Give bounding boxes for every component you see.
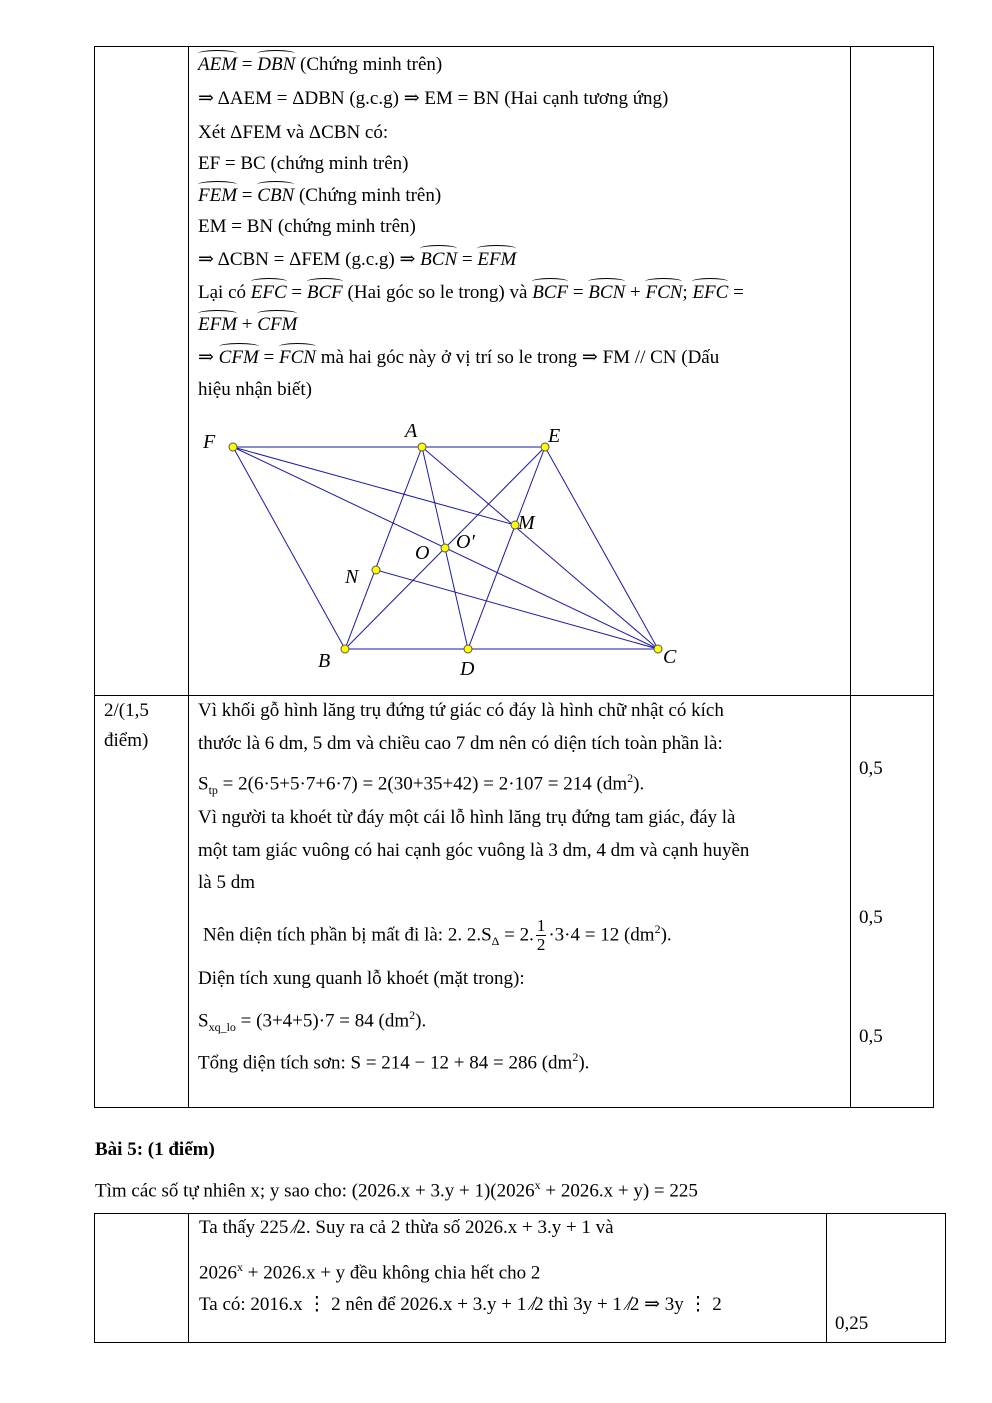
superscript: 2 — [654, 922, 661, 936]
angle-bcn: BCN — [588, 282, 626, 303]
label-a: A — [405, 420, 418, 442]
segment-fb — [233, 447, 345, 649]
figure-points — [229, 443, 662, 653]
bai5-line-3: Ta có: 2016.x ⋮ 2 nên để 2026.x + 3.y + 1 ⁄̸2 thì 3y + 1 ⁄̸2 ⇒ 3y ⋮ 2 — [199, 1294, 722, 1315]
bai5-text: 2. Suy ra cả 2 thừa số 2026.x + 3.y + 1 và — [296, 1217, 614, 1238]
row-divider — [95, 695, 933, 696]
symbol-s: S — [198, 773, 209, 795]
segment-ed — [468, 447, 545, 649]
column-divider-left — [188, 1214, 189, 1342]
segment-ab — [345, 447, 422, 649]
angle-bcf: BCF — [306, 282, 343, 303]
not-divisible-sign: ⁄̸ — [293, 1217, 297, 1238]
figure-labels — [202, 420, 677, 680]
point-n — [372, 566, 380, 574]
superscript: 2 — [572, 1050, 579, 1064]
formula: Nên diện tích phần bị mất đi là: 2. 2.S — [203, 924, 492, 946]
solution-line-1: Vì khối gỗ hình lăng trụ đứng tứ giác có đáy là hình chữ nhật có kích — [198, 700, 724, 721]
proof-line-10 — [198, 346, 719, 370]
formula: = 2. — [499, 924, 534, 946]
label-n: N — [345, 566, 359, 588]
label-d: D — [460, 658, 475, 680]
eq-sign: = — [457, 249, 478, 270]
superscript: 2 — [627, 771, 634, 785]
formula: = 2(6·5+5·7+6·7) = 2(30+35+42) = 2·107 = 214 (dm — [217, 773, 628, 795]
part-label-1: 2/(1,5 — [104, 700, 149, 721]
angle-cbn: CBN — [257, 185, 295, 206]
angle-bcn: BCN — [420, 249, 458, 270]
score-2: 0,5 — [859, 907, 883, 928]
point-a — [418, 443, 426, 451]
formula-end: ). — [633, 773, 645, 795]
proof-text: mà hai góc này ở vị trí so le trong ⇒ FM // CN (Dấu — [315, 347, 720, 368]
angle-fcn: FCN — [279, 347, 316, 368]
superscript: 2 — [409, 1008, 416, 1022]
label-b: B — [318, 650, 331, 672]
plus-sign: + — [237, 314, 258, 335]
eq-sign: = — [568, 282, 589, 303]
formula: = (3+4+5)·7 = 84 (dm — [235, 1010, 410, 1032]
problem-statement — [95, 1173, 698, 1203]
point-b — [341, 645, 349, 653]
problem-text: Tìm các số tự nhiên x; y sao cho: (2026.x + 3.y + 1)(2026 — [95, 1180, 535, 1202]
problem-title: Bài 5: (1 điểm) — [95, 1139, 215, 1160]
solution-line-9 — [198, 1003, 426, 1039]
solution-table — [94, 46, 934, 1108]
numerator: 1 — [536, 916, 546, 936]
superscript: x — [237, 1260, 243, 1274]
angle-fcn: FCN — [645, 282, 683, 303]
score-bai5: 0,25 — [835, 1313, 869, 1334]
solution-line-3 — [198, 766, 644, 802]
proof-note: (Chứng minh trên) — [295, 54, 443, 75]
score-3: 0,5 — [859, 1026, 883, 1047]
proof-line-11: hiệu nhận biết) — [198, 379, 312, 400]
point-d — [464, 645, 472, 653]
angle-bcf: BCF — [532, 282, 569, 303]
subscript: tp — [208, 783, 218, 798]
proof-line-7 — [198, 248, 516, 272]
subscript: Δ — [491, 934, 500, 949]
formula-end: ). — [578, 1052, 590, 1074]
solution-line-4: Vì người ta khoét từ đáy một cái lỗ hình lăng trụ đứng tam giác, đáy là — [198, 807, 736, 828]
formula: Tổng diện tích sơn: S = 214 − 12 + 84 = 286 (dm — [198, 1052, 573, 1074]
formula-end: ). — [415, 1010, 427, 1032]
point-o — [441, 544, 449, 552]
point-f — [229, 443, 237, 451]
proof-text: (Hai góc so le trong) và — [342, 282, 533, 303]
denominator: 2 — [536, 935, 546, 955]
label-e: E — [548, 425, 561, 447]
proof-text: ⇒ — [198, 347, 219, 368]
solution-line-2: thước là 6 dm, 5 dm và chiều cao 7 dm nên có diện tích toàn phần là: — [198, 733, 723, 754]
column-divider-right — [826, 1214, 827, 1342]
segment-ec — [545, 447, 658, 649]
segment-fm — [233, 447, 515, 525]
bai5-line-1 — [199, 1216, 614, 1240]
formula: ·3·4 = 12 (dm — [548, 924, 655, 946]
symbol-s: S — [198, 1010, 209, 1032]
label-o-prime: O′ — [456, 531, 475, 553]
label-m: M — [518, 512, 535, 534]
solution-line-8: Diện tích xung quanh lỗ khoét (mặt trong): — [198, 968, 525, 989]
proof-line-1 — [198, 53, 442, 77]
proof-text: Lại có — [198, 282, 251, 303]
angle-efc: EFC — [692, 282, 729, 303]
superscript: x — [534, 1178, 541, 1192]
problem-text: + 2026.x + y) = 225 — [540, 1180, 698, 1202]
solution-line-6: là 5 dm — [198, 872, 255, 893]
eq-sign: = — [286, 282, 307, 303]
angle-efm: EFM — [198, 314, 238, 335]
angle-fem: FEM — [198, 185, 238, 206]
fraction — [536, 917, 547, 954]
eq-sign: = — [237, 185, 258, 206]
column-divider-left — [188, 47, 189, 1107]
angle-dbn: DBN — [257, 54, 296, 75]
angle-efc: EFC — [250, 282, 287, 303]
solution-line-7 — [203, 914, 672, 956]
point-c — [654, 645, 662, 653]
label-o: O — [415, 542, 430, 564]
proof-line-4: EF = BC (chứng minh trên) — [198, 153, 409, 174]
bai5-text: 2026 — [199, 1262, 237, 1284]
bai5-text: + 2026.x + y đều không chia hết cho 2 — [243, 1262, 541, 1284]
proof-text: ⇒ ΔCBN = ΔFEM (g.c.g) ⇒ — [198, 249, 421, 270]
semicolon: ; — [682, 282, 693, 303]
solution-line-5: một tam giác vuông có hai cạnh góc vuông là 3 dm, 4 dm và cạnh huyền — [198, 840, 750, 861]
subscript: xq_lo — [208, 1020, 236, 1035]
proof-line-3: Xét ΔFEM và ΔCBN có: — [198, 122, 389, 143]
column-divider-right — [850, 47, 851, 1107]
label-c: C — [663, 646, 677, 668]
eq-sign: = — [728, 282, 744, 303]
angle-efm: EFM — [477, 249, 517, 270]
score-1: 0,5 — [859, 758, 883, 779]
proof-line-2: ⇒ ΔAEM = ΔDBN (g.c.g) ⇒ EM = BN (Hai cạnh tương ứng) — [198, 88, 669, 109]
bai5-table — [94, 1213, 946, 1343]
angle-cfm: CFM — [218, 347, 259, 368]
part-label-2: điểm) — [104, 730, 149, 751]
geometry-figure — [195, 417, 795, 687]
angle-cfm: CFM — [257, 314, 298, 335]
solution-line-10 — [198, 1045, 589, 1075]
angle-aem: AEM — [198, 54, 238, 75]
eq-sign: = — [237, 54, 258, 75]
eq-sign: = — [258, 347, 279, 368]
plus-sign: + — [625, 282, 646, 303]
proof-line-8 — [198, 281, 744, 305]
formula-end: ). — [660, 924, 672, 946]
proof-line-9 — [198, 313, 297, 337]
proof-note: (Chứng minh trên) — [294, 185, 442, 206]
proof-line-6: EM = BN (chứng minh trên) — [198, 216, 416, 237]
bai5-line-2 — [199, 1255, 540, 1285]
proof-line-5 — [198, 184, 441, 208]
bai5-text: Ta thấy 225 — [199, 1217, 294, 1238]
label-f: F — [203, 431, 216, 453]
